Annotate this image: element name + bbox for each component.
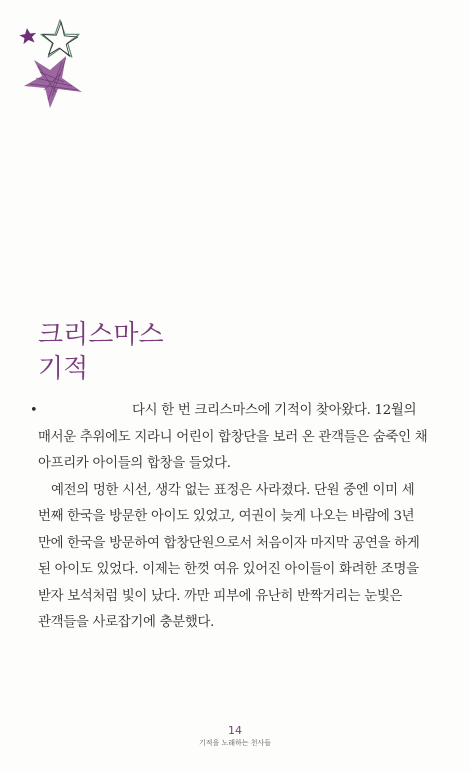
page-number: 14: [228, 724, 242, 737]
large-purple-star-icon: [24, 56, 82, 108]
paragraph-2: 예전의 멍한 시선, 생각 없는 표정은 사라졌다. 단원 중엔 이미 세 번째 한국을 방문한 아이도 있었고, 여권이 늦게 나오는 바람에 3년 만에 한국을 방문하여 합창단원으로서 처음이자 마지막 공연을 하게 된 아이도 있었다. 이제는 한껏 여유 있어진 아이들이 화려한 조명을 받자 보석처럼 빛이 났다. 까만 피부에 유난히 반짝거리는 눈빛은 관객들을 사로잡기에 충분했다.: [38, 482, 420, 630]
running-book-title: 기적을 노래하는 천사들: [198, 739, 272, 747]
outline-star-icon: [41, 20, 79, 57]
decorative-stars: [0, 0, 120, 120]
chapter-body: [30, 398, 433, 637]
chapter-title-line2: 기적: [38, 354, 89, 384]
page-footer: [0, 724, 470, 749]
small-purple-star-icon: [18, 27, 37, 45]
bullet-dot-icon: •: [30, 403, 38, 418]
chapter-title: [38, 318, 164, 386]
paragraph-1: 다시 한 번 크리스마스에 기적이 찾아왔다. 12월의 매서운 추위에도 지라니 어린이 합창단을 보러 온 관객들은 숨죽인 채 아프리카 아이들의 합창을 들었다.: [38, 403, 428, 471]
chapter-title-line1: 크리스마스: [38, 320, 164, 350]
